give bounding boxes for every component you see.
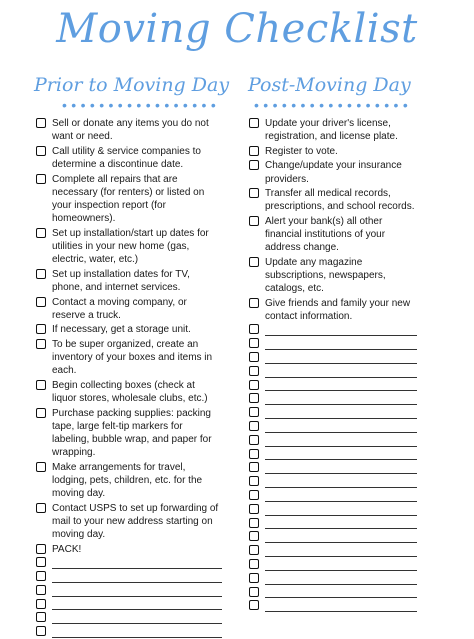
checkbox[interactable] (36, 557, 46, 567)
checkbox[interactable] (249, 462, 259, 472)
checklist-item (249, 256, 417, 296)
blank-checklist-item (36, 611, 222, 625)
checklist-item (36, 227, 222, 267)
checkbox[interactable] (249, 366, 259, 376)
blank-checklist-item (249, 503, 417, 517)
checkbox[interactable] (36, 228, 46, 238)
write-in-line[interactable] (265, 459, 417, 460)
checkbox[interactable] (249, 476, 259, 486)
blank-checklist-item (249, 392, 417, 406)
checklist-item-label: Change/update your insurance providers. (265, 160, 402, 185)
checkbox[interactable] (249, 324, 259, 334)
checkbox[interactable] (36, 174, 46, 184)
write-in-line[interactable] (265, 542, 417, 543)
blank-checklist-item (249, 337, 417, 351)
checklist-item-label: Transfer all medical records, prescriptions, and school records. (265, 188, 415, 213)
checkbox[interactable] (36, 380, 46, 390)
checkbox[interactable] (249, 146, 259, 156)
right-heading-dots: ••••••••••••••••• (254, 97, 413, 113)
checkbox[interactable] (249, 587, 259, 597)
page-title: Moving Checklist (56, 6, 418, 52)
checklist-item (36, 543, 222, 556)
checklist-item-label: Alert your bank(s) all other financial institutions of your address change. (265, 215, 386, 254)
post-checklist (249, 117, 417, 613)
checkbox[interactable] (249, 545, 259, 555)
write-in-line[interactable] (265, 446, 417, 447)
write-in-line[interactable] (52, 609, 222, 610)
blank-checklist-item (249, 530, 417, 544)
checklist-item (249, 117, 417, 143)
checklist-item-label: Update any magazine subscriptions, newspapers, catalogs, etc. (265, 256, 386, 295)
checklist-item-label: Set up installation/start up dates for utilities in your new home (gas, electric, water, etc.) (52, 227, 209, 266)
checklist-item (249, 187, 417, 213)
blank-checklist-item (249, 558, 417, 572)
checklist-item-label: To be super organized, create an inventory of your boxes and items in each. (52, 338, 213, 377)
checkbox[interactable] (36, 297, 46, 307)
blank-checklist-item (249, 406, 417, 420)
checkbox[interactable] (249, 421, 259, 431)
checkbox[interactable] (36, 324, 46, 334)
blank-checklist-item (249, 475, 417, 489)
checkbox[interactable] (249, 298, 259, 308)
write-in-line[interactable] (265, 335, 417, 336)
write-in-line[interactable] (52, 637, 222, 638)
checklist-item (36, 338, 222, 378)
checklist-item-label: Contact USPS to set up forwarding of mail to your new address starting on moving day. (52, 502, 219, 541)
checkbox[interactable] (249, 573, 259, 583)
left-heading-dots: ••••••••••••••••• (62, 97, 221, 113)
blank-checklist-item (249, 323, 417, 337)
checkbox[interactable] (249, 531, 259, 541)
checklist-item (36, 268, 222, 294)
blank-checklist-item (249, 420, 417, 434)
checklist-item-label: PACK! (52, 543, 82, 555)
blank-checklist-item (249, 461, 417, 475)
write-in-line[interactable] (52, 568, 222, 569)
checkbox[interactable] (36, 408, 46, 418)
write-in-line[interactable] (265, 515, 417, 516)
checkbox[interactable] (36, 544, 46, 554)
checkbox[interactable] (249, 559, 259, 569)
checkbox[interactable] (36, 146, 46, 156)
write-in-line[interactable] (265, 363, 417, 364)
blank-checklist-item (249, 489, 417, 503)
write-in-line[interactable] (265, 390, 417, 391)
checkbox[interactable] (249, 257, 259, 267)
checkbox[interactable] (249, 504, 259, 514)
checkbox[interactable] (249, 160, 259, 170)
checklist-item-label: Give friends and family your new contact information. (265, 297, 411, 323)
blank-checklist-item (249, 351, 417, 365)
checkbox[interactable] (249, 338, 259, 348)
checkbox[interactable] (36, 462, 46, 472)
blank-checklist-item (36, 584, 222, 598)
write-in-line[interactable] (265, 556, 417, 557)
right-column-heading: Post-Moving Day (248, 74, 411, 96)
blank-checklist-item (36, 598, 222, 612)
checklist-item-label: Begin collecting boxes (check at liquor stores, wholesale clubs, etc.) (52, 379, 208, 405)
checklist-item (249, 145, 417, 158)
write-in-line[interactable] (52, 623, 222, 624)
prior-checklist (36, 117, 222, 639)
checkbox[interactable] (249, 393, 259, 403)
checkbox[interactable] (36, 626, 46, 636)
write-in-line[interactable] (265, 528, 417, 529)
checkbox[interactable] (36, 118, 46, 128)
write-in-line[interactable] (265, 473, 417, 474)
checklist-item-label: Sell or donate any items you do not want or need. (52, 118, 209, 143)
checkbox[interactable] (36, 269, 46, 279)
checkbox[interactable] (36, 339, 46, 349)
checklist-item (36, 502, 222, 542)
checkbox[interactable] (36, 599, 46, 609)
checklist-item-label: Register to vote. (265, 145, 338, 157)
checkbox[interactable] (249, 435, 259, 445)
blank-checklist-item (249, 572, 417, 586)
write-in-line[interactable] (265, 584, 417, 585)
left-column-heading: Prior to Moving Day (34, 74, 230, 96)
checkbox[interactable] (249, 188, 259, 198)
checklist-item (36, 461, 222, 501)
checkbox[interactable] (249, 449, 259, 459)
checklist-item-label: Purchase packing supplies: packing tape, large felt-tip markers for labeling, bubble wrap, and paper for wrapping. (52, 407, 212, 459)
checkbox[interactable] (36, 503, 46, 513)
checkbox[interactable] (36, 585, 46, 595)
write-in-line[interactable] (265, 570, 417, 571)
blank-checklist-item (249, 365, 417, 379)
checklist-item-label: Complete all repairs that are necessary (for renters) or listed on your inspection report (for homeowners). (52, 173, 205, 225)
checkbox[interactable] (249, 518, 259, 528)
checkbox[interactable] (36, 612, 46, 622)
write-in-line[interactable] (52, 596, 222, 597)
checkbox[interactable] (249, 600, 259, 610)
write-in-line[interactable] (265, 377, 417, 378)
checklist-item (36, 296, 222, 322)
checklist-item (36, 407, 222, 460)
checkbox[interactable] (249, 490, 259, 500)
checklist-item (36, 379, 222, 405)
checkbox[interactable] (249, 352, 259, 362)
write-in-line[interactable] (265, 487, 417, 488)
blank-checklist-item (249, 586, 417, 600)
checklist-item-label: Make arrangements for travel, lodging, pets, children, etc. for the moving day. (52, 461, 203, 500)
checkbox[interactable] (249, 216, 259, 226)
write-in-line[interactable] (265, 611, 417, 612)
write-in-line[interactable] (265, 418, 417, 419)
blank-checklist-item (249, 517, 417, 531)
blank-checklist-item (36, 570, 222, 584)
checkbox[interactable] (249, 380, 259, 390)
write-in-line[interactable] (265, 349, 417, 350)
checklist-item-label: Update your driver's license, registration, and license plate. (265, 118, 398, 143)
write-in-line[interactable] (265, 404, 417, 405)
blank-checklist-item (36, 625, 222, 639)
write-in-line[interactable] (265, 432, 417, 433)
blank-checklist-item (36, 556, 222, 570)
checklist-item (249, 159, 417, 185)
blank-checklist-item (249, 599, 417, 613)
checklist-item (36, 145, 222, 171)
write-in-line[interactable] (52, 582, 222, 583)
blank-checklist-item (249, 434, 417, 448)
write-in-line[interactable] (265, 501, 417, 502)
checklist-item-label: Contact a moving company, or reserve a truck. (52, 296, 187, 321)
checklist-item-label: Set up installation dates for TV, phone, and internet services. (52, 268, 190, 293)
checklist-item-label: Call utility & service companies to determine a discontinue date. (52, 145, 201, 170)
write-in-line[interactable] (265, 597, 417, 598)
checklist-item (249, 297, 417, 323)
checkbox[interactable] (249, 407, 259, 417)
checkbox[interactable] (36, 571, 46, 581)
blank-checklist-item (249, 448, 417, 462)
blank-checklist-item (249, 544, 417, 558)
blank-checklist-item (249, 379, 417, 393)
checklist-item (36, 323, 222, 336)
checklist-item (249, 215, 417, 255)
checklist-item (36, 117, 222, 143)
checkbox[interactable] (249, 118, 259, 128)
checklist-item-label: If necessary, get a storage unit. (52, 324, 191, 336)
checklist-item (36, 173, 222, 226)
